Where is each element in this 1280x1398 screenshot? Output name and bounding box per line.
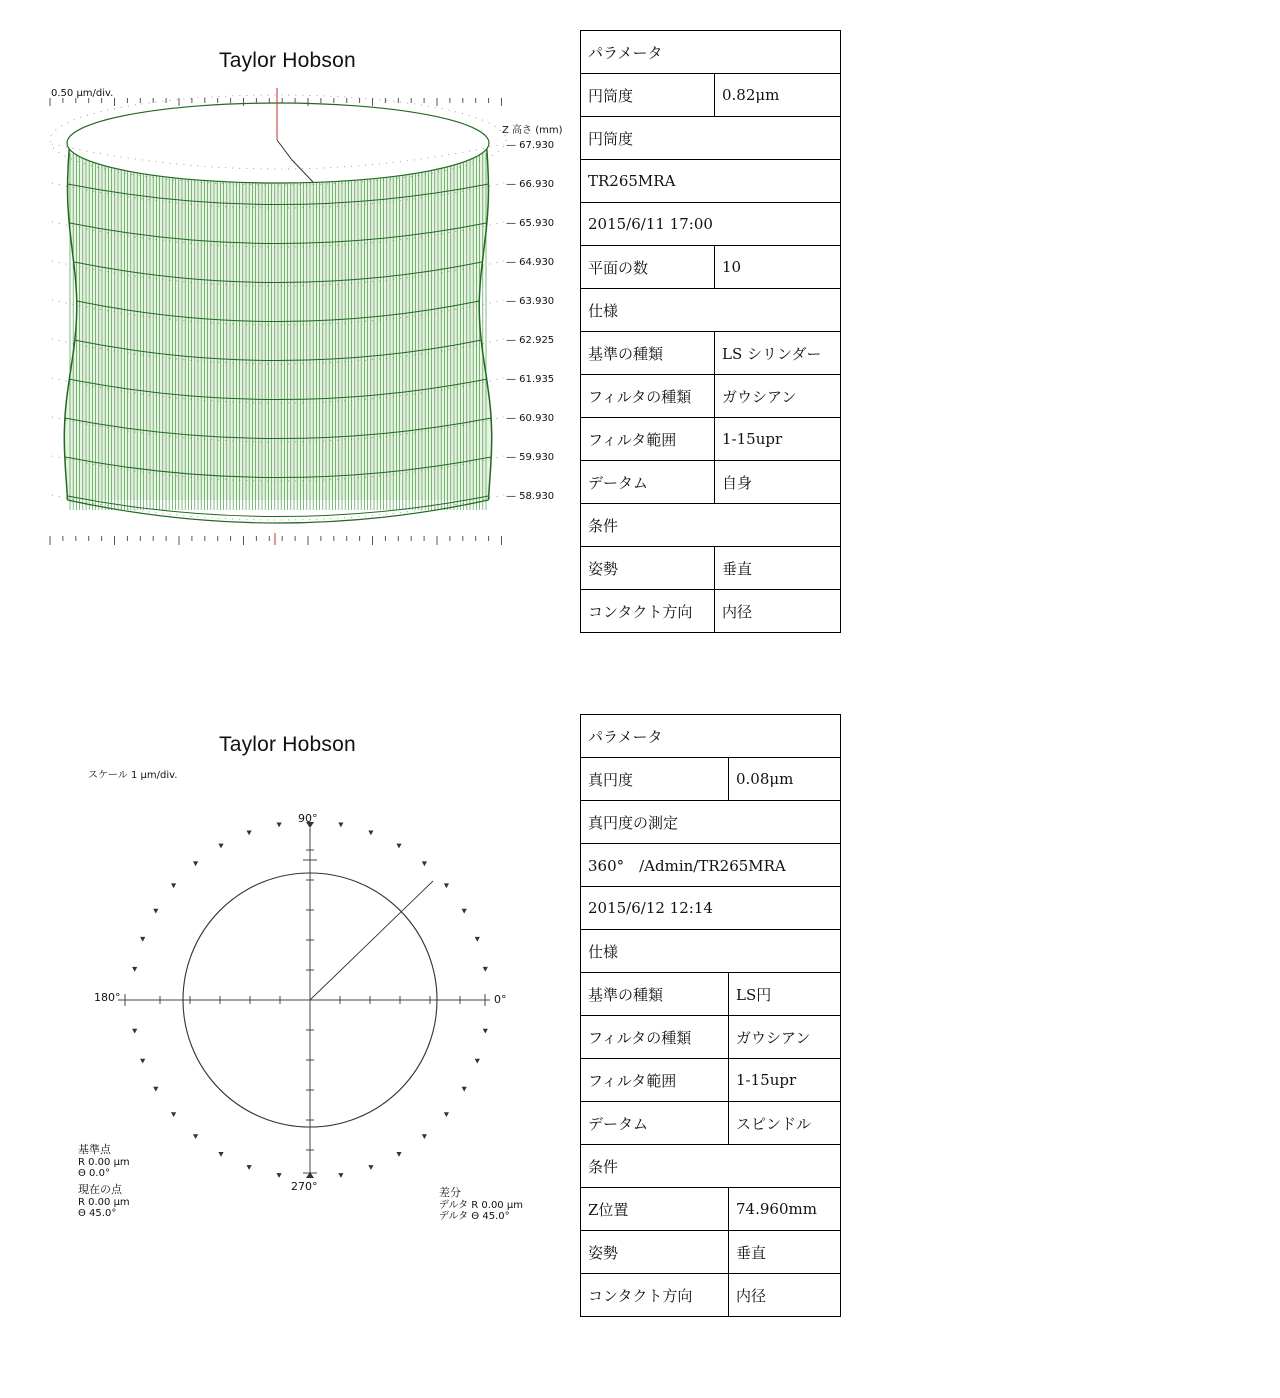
cylinder-top-ellipse [67,103,489,183]
cylinder-surface-plot [0,0,560,560]
outer-ring-marker [132,967,137,972]
angle-leader-line [310,881,433,1000]
roundness-plot-panel [0,700,560,1260]
current-point-theta: Θ 45.0° [78,1208,117,1219]
reference-point-theta: Θ 0.0° [78,1168,110,1179]
reference-point-r: R 0.00 μm [78,1157,130,1168]
outer-ring-marker [444,883,449,888]
filter-type-label: フィルタの種類 [581,1016,729,1059]
angle-label-270: 270° [291,1180,318,1193]
condition-header: 条件 [581,1145,841,1188]
contact-direction-label: コンタクト方向 [581,590,715,633]
table-row [581,547,841,590]
difference-title: 差分 [439,1186,461,1199]
datum-label: データム [581,1102,729,1145]
difference-r: デルタ R 0.00 μm [439,1200,523,1211]
outer-ring-marker [396,844,401,849]
table-row [581,461,841,504]
reference-type-value: LS シリンダー [715,332,841,375]
difference-theta: デルタ Θ 45.0° [439,1211,510,1222]
scale-label: スケール 1 μm/div. [88,770,178,781]
cylindricity-plot-panel [0,0,563,560]
brand-title: Taylor Hobson [219,733,356,756]
filter-type-value: ガウシアン [715,375,841,418]
outer-ring-marker [422,1134,427,1139]
attitude-label: 姿勢 [581,547,715,590]
z-tick-label: — 65.930 [506,218,555,229]
outer-ring-marker [140,937,145,942]
outer-ring-marker [132,1029,137,1034]
planes-value: 10 [715,246,841,289]
outer-ring-marker [218,1152,223,1157]
z-position-value: 74.960mm [729,1188,841,1231]
z-position-label: Z位置 [581,1188,729,1231]
datum-label: データム [581,461,715,504]
table-row [581,160,841,203]
table-row [581,887,841,930]
parameter-header: パラメータ [581,31,841,74]
table-row [581,715,841,758]
table-row [581,289,841,332]
z-tick-label: — 60.930 [506,413,555,424]
outer-ring-marker [171,1112,176,1117]
cylindricity-value: 0.82μm [715,74,841,117]
z-tick-label: — 58.930 [506,491,555,502]
table-row [581,801,841,844]
attitude-value: 垂直 [715,547,841,590]
contact-direction-value: 内径 [729,1274,841,1317]
outer-ring-marker [247,1165,252,1170]
z-axis-label: Z 高さ (mm) [502,125,563,136]
table-row [581,1145,841,1188]
outer-ring-marker [140,1059,145,1064]
spec-header: 仕様 [581,289,841,332]
outer-ring-marker [171,883,176,888]
outer-ring-marker [277,823,282,828]
filter-range-value: 1-15upr [715,418,841,461]
table-row [581,418,841,461]
outer-ring-marker [368,831,373,836]
z-tick-label: — 66.930 [506,179,555,190]
roundness-value: 0.08μm [729,758,841,801]
reference-type-label: 基準の種類 [581,973,729,1016]
outer-ring-marker [153,909,158,914]
condition-header: 条件 [581,504,841,547]
part-name: TR265MRA [581,160,841,203]
current-point-r: R 0.00 μm [78,1197,130,1208]
outer-ring-marker [193,861,198,866]
table-row [581,590,841,633]
outer-ring-marker [338,823,343,828]
outer-ring-marker [483,967,488,972]
angle-label-180: 180° [94,991,121,1004]
table-row [581,246,841,289]
reference-type-label: 基準の種類 [581,332,715,375]
table-row [581,1274,841,1317]
outer-ring-marker [462,909,467,914]
z-tick-label: — 67.930 [506,140,555,151]
outer-ring-marker [475,937,480,942]
table-row [581,375,841,418]
filter-range-value: 1-15upr [729,1059,841,1102]
z-tick-label: — 63.930 [506,296,555,307]
filter-type-value: ガウシアン [729,1016,841,1059]
angle-label-0: 0° [494,993,507,1006]
table-row [581,74,841,117]
z-tick-label: — 59.930 [506,452,555,463]
reference-point-title: 基準点 [78,1143,111,1156]
measurement-name: 円筒度 [581,117,841,160]
outer-ring-marker [368,1165,373,1170]
outer-ring-marker [277,1173,282,1178]
z-tick-label: — 64.930 [506,257,555,268]
outer-ring-marker [396,1152,401,1157]
parameter-header: パラメータ [581,715,841,758]
outer-ring-marker [475,1059,480,1064]
brand-title: Taylor Hobson [219,49,356,72]
measurement-path: 360° /Admin/TR265MRA [581,844,841,887]
datum-value: 自身 [715,461,841,504]
table-row [581,117,841,160]
outer-ring-marker [247,831,252,836]
table-row [581,1102,841,1145]
table-row [581,844,841,887]
measurement-datetime: 2015/6/11 17:00 [581,203,841,246]
z-tick-label: — 62.925 [506,335,555,346]
cylindricity-parameter-table [580,30,841,633]
outer-ring-marker [462,1087,467,1092]
measurement-name: 真円度の測定 [581,801,841,844]
table-row [581,504,841,547]
roundness-label: 真円度 [581,758,729,801]
outer-ring-marker [444,1112,449,1117]
planes-label: 平面の数 [581,246,715,289]
table-row [581,1016,841,1059]
roundness-parameter-table [580,714,841,1317]
scale-label: 0.50 μm/div. [51,88,114,99]
measurement-datetime: 2015/6/12 12:14 [581,887,841,930]
cylindricity-label: 円筒度 [581,74,715,117]
contact-direction-label: コンタクト方向 [581,1274,729,1317]
table-row [581,1188,841,1231]
datum-value: スピンドル [729,1102,841,1145]
contact-direction-value: 内径 [715,590,841,633]
outer-ring-marker [193,1134,198,1139]
table-row [581,930,841,973]
reference-type-value: LS円 [729,973,841,1016]
outer-ring-marker [422,861,427,866]
outer-ring-marker [218,844,223,849]
table-row [581,1231,841,1274]
current-point-title: 現在の点 [78,1183,122,1196]
table-row [581,332,841,375]
z-tick-label: — 61.935 [506,374,555,385]
angle-label-90: 90° [298,812,318,825]
attitude-value: 垂直 [729,1231,841,1274]
table-row [581,31,841,74]
outer-ring-marker [338,1173,343,1178]
outer-ring-marker [153,1087,158,1092]
filter-type-label: フィルタの種類 [581,375,715,418]
attitude-label: 姿勢 [581,1231,729,1274]
outer-ring-marker [483,1029,488,1034]
filter-range-label: フィルタ範囲 [581,1059,729,1102]
table-row [581,1059,841,1102]
filter-range-label: フィルタ範囲 [581,418,715,461]
table-row [581,973,841,1016]
table-row [581,203,841,246]
table-row [581,758,841,801]
spec-header: 仕様 [581,930,841,973]
